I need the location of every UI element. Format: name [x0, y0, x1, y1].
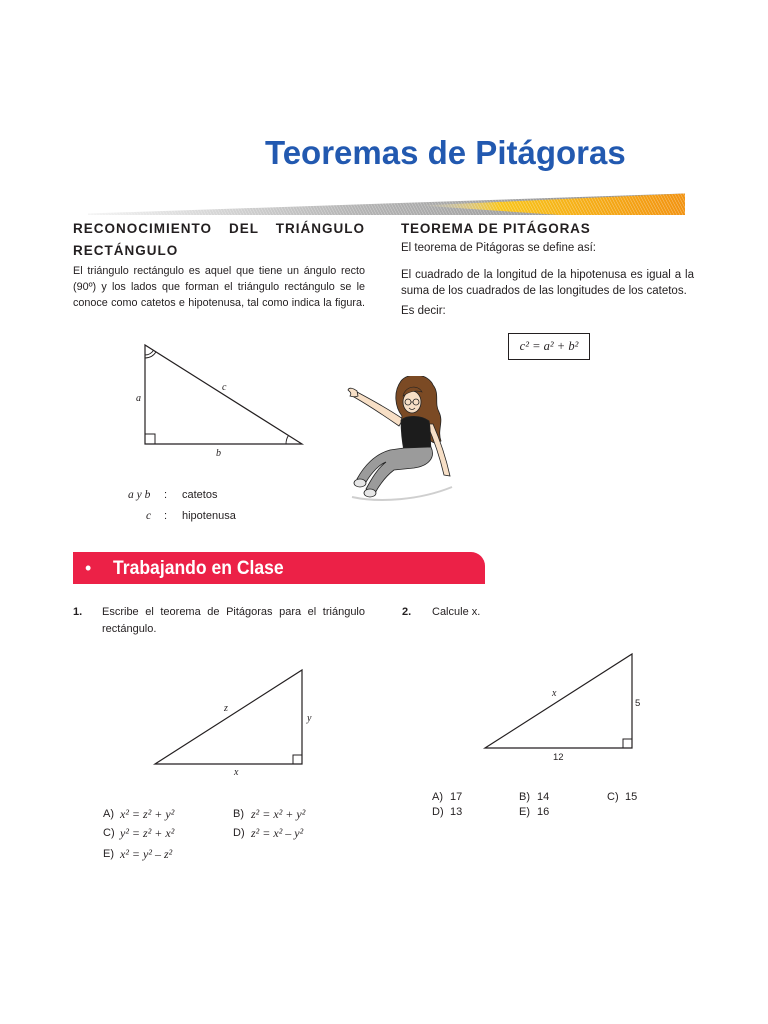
problem-1-triangle	[150, 662, 320, 782]
section-banner	[73, 552, 485, 584]
option-formula: x² = y² – z²	[120, 847, 173, 861]
jeans	[357, 447, 432, 493]
problem-2-triangle	[480, 648, 650, 766]
section-heading-reconocimiento	[73, 218, 365, 262]
option-value: 16	[537, 806, 550, 818]
heading-line: RECTÁNGULO	[73, 243, 179, 258]
page-title: Teoremas de Pitágoras	[265, 134, 626, 171]
pointing-hand	[348, 388, 358, 397]
option-label: E)	[519, 806, 530, 818]
side-label-a: a	[136, 393, 141, 404]
decorative-stripe	[84, 188, 690, 220]
paragraph-line: conoce como catetos e hipotenusa, tal como indica la figura.	[73, 297, 365, 309]
angle-arc	[286, 436, 288, 445]
triangle-outline	[145, 345, 302, 444]
problem-prompt	[102, 604, 365, 638]
option-label: C)	[607, 791, 619, 803]
statement-line: suma de los cuadrados de las longitudes de los catetos.	[401, 285, 687, 297]
legend-term: c	[146, 510, 152, 522]
option-label: D)	[233, 827, 245, 839]
option-value: 15	[625, 791, 638, 803]
side-label-base: x	[234, 767, 239, 778]
option-value: 13	[450, 806, 463, 818]
side-label-hypotenuse: z	[224, 703, 228, 714]
problem-number: 2.	[402, 606, 412, 618]
option-formula: y² = z² + x²	[120, 826, 175, 840]
side-label-b: b	[216, 448, 221, 459]
theorem-statement	[401, 267, 694, 299]
heading-line: RECONOCIMIENTO DEL TRIÁNGULO	[73, 221, 365, 236]
option-label: B)	[233, 808, 244, 820]
option-label: B)	[519, 791, 530, 803]
option-label: A)	[432, 791, 443, 803]
side-label-base: 12	[553, 752, 564, 763]
triangle-outline	[485, 654, 632, 748]
paragraph-line: (90º) y los lados que forman el triángulo rectángulo se le	[73, 281, 365, 293]
legend-description: hipotenusa	[182, 510, 236, 522]
pythagoras-formula-box	[508, 333, 590, 360]
right-angle-marker	[293, 755, 302, 764]
legend-description: catetos	[182, 489, 218, 501]
option-formula: z² = x² – y²	[251, 826, 304, 840]
es-decir-text: Es decir:	[401, 305, 446, 317]
side-label-vertical: y	[307, 713, 312, 724]
legend-separator: :	[164, 489, 168, 501]
reference-triangle-figure	[120, 335, 320, 465]
bullet-icon: •	[85, 558, 92, 578]
statement-line: El cuadrado de la longitud de la hipotenusa es igual a la	[401, 269, 694, 281]
shoe	[364, 489, 376, 497]
shoe	[354, 479, 366, 487]
problem-prompt: Calcule x.	[432, 606, 481, 618]
prompt-line: rectángulo.	[102, 623, 157, 635]
option-label: A)	[103, 808, 114, 820]
side-label-hypotenuse: x	[552, 688, 557, 699]
side-label-c: c	[222, 382, 227, 393]
problem-number: 1.	[73, 606, 83, 618]
section-banner-title: Trabajando en Clase	[113, 557, 284, 579]
triangle-outline	[155, 670, 302, 764]
girl-pointing-illustration	[343, 376, 455, 504]
option-label: E)	[103, 848, 114, 860]
right-angle-marker	[145, 434, 155, 444]
option-formula: z² = x² + y²	[251, 807, 306, 821]
legend-separator: :	[164, 510, 168, 522]
option-value: 17	[450, 791, 463, 803]
option-label: C)	[103, 827, 115, 839]
paragraph-line: El triángulo rectángulo es aquel que tiene un ángulo recto	[73, 265, 365, 277]
angle-arc	[145, 350, 154, 355]
right-angle-marker	[623, 739, 632, 748]
prompt-line: Escribe el teorema de Pitágoras para el triángulo	[102, 606, 365, 618]
option-formula: x² = z² + y²	[120, 807, 175, 821]
theorem-intro: El teorema de Pitágoras se define así:	[401, 242, 596, 254]
side-label-vertical: 5	[635, 698, 641, 709]
option-value: 14	[537, 791, 550, 803]
pythagoras-formula: c² = a² + b²	[519, 339, 579, 353]
black-top	[401, 416, 431, 451]
option-label: D)	[432, 806, 444, 818]
section-heading-teorema: TEOREMA DE PITÁGORAS	[401, 221, 591, 236]
definition-paragraph	[73, 263, 365, 311]
legend-term: a y b	[128, 489, 151, 501]
